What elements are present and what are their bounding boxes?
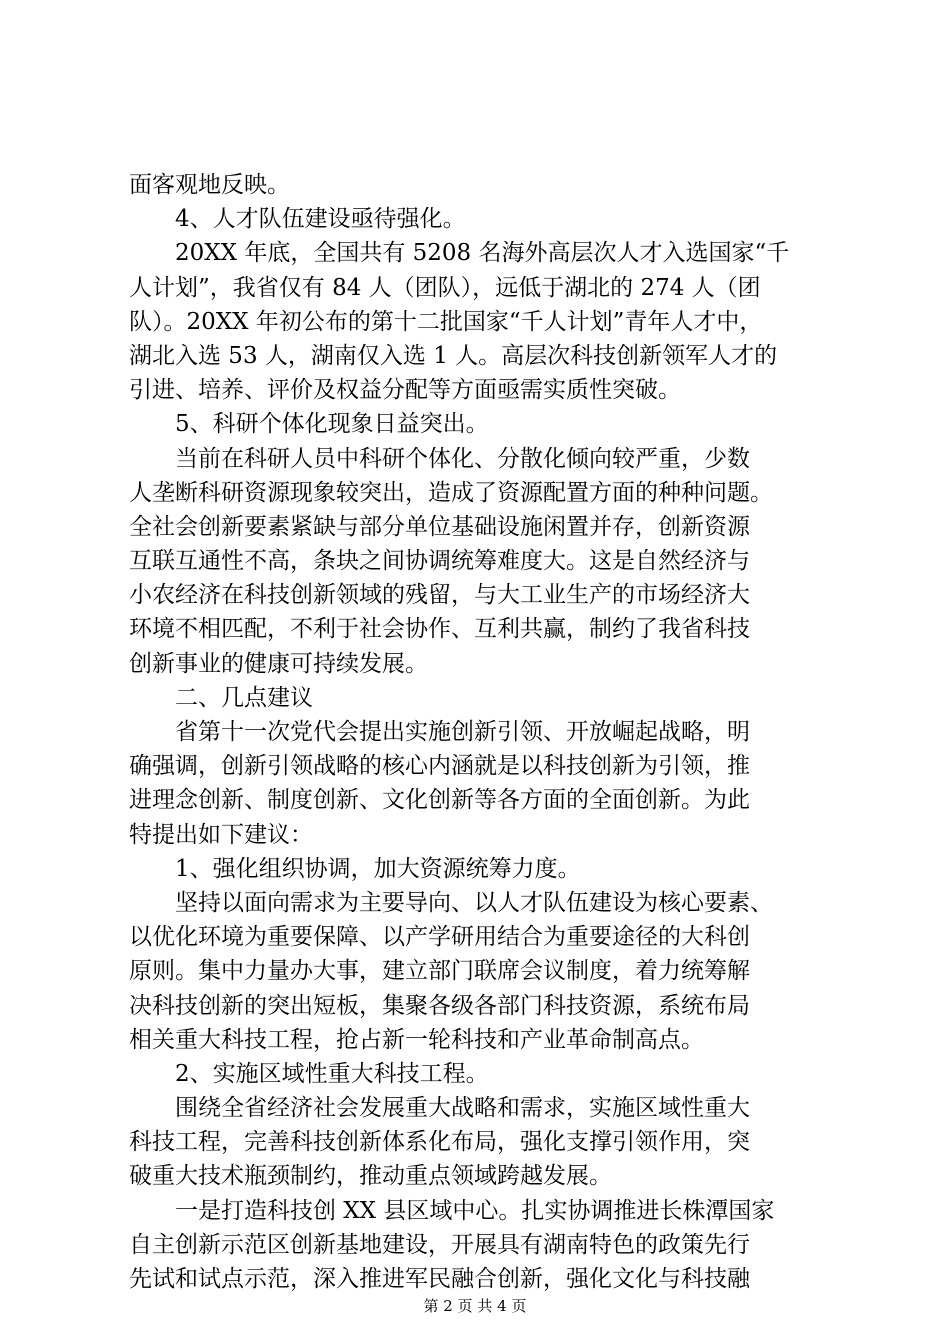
text-line: 科技工程，完善科技创新体系化布局，强化支撑引领作用，突: [129, 1129, 750, 1156]
text-line: 破重大技术瓶颈制约，推动重点领域跨越发展。: [129, 1163, 612, 1190]
text-line: 创新事业的健康可持续发展。: [129, 650, 428, 677]
text-line: 5、科研个体化现象日益突出。: [175, 411, 489, 438]
text-line: 省第十一次党代会提出实施创新引领、开放崛起战略，明: [175, 719, 750, 745]
text-line: 面客观地反映。: [129, 172, 290, 198]
text-line: 特提出如下建议：: [129, 821, 313, 848]
text-line: 当前在科研人员中科研个体化、分散化倾向较严重，少数: [175, 445, 750, 472]
text-line: 先试和试点示范，深入推进军民融合创新，强化文化与科技融: [129, 1266, 750, 1292]
text-line: 2、实施区域性重大科技工程。: [175, 1060, 489, 1087]
text-line: 引进、培养、评价及权益分配等方面亟需实质性突破。: [129, 377, 681, 404]
text-line: 以优化环境为重要保障、以产学研用结合为重要途径的大科创: [129, 924, 750, 951]
document-body: [129, 168, 829, 1296]
page-footer: 第 2 页 共 4 页: [423, 1297, 527, 1315]
text-line: 湖北入选 53 人，湖南仅入选 1 人。高层次科技创新领军人才的: [129, 342, 778, 369]
text-line: 确强调，创新引领战略的核心内涵就是以科技创新为引领，推: [129, 753, 750, 780]
text-line: 人垄断科研资源现象较突出，造成了资源配置方面的种种问题。: [129, 479, 773, 506]
text-line: 二、几点建议: [175, 684, 313, 711]
text-line: 互联互通性不高，条块之间协调统筹难度大。这是自然经济与: [129, 548, 750, 575]
text-line: 1、强化组织协调，加大资源统筹力度。: [175, 855, 581, 882]
text-line: 相关重大科技工程，抢占新一轮科技和产业革命制高点。: [129, 1026, 704, 1053]
text-line: 全社会创新要素紧缺与部分单位基础设施闲置并存，创新资源: [129, 513, 750, 540]
text-line: 一是打造科技创 XX 县区域中心。扎实协调推进长株潭国家: [175, 1197, 775, 1224]
text-line: 队）。20XX 年初公布的第十二批国家“千人计划”青年人才中，: [129, 308, 763, 335]
text-line: 进理念创新、制度创新、文化创新等各方面的全面创新。为此: [129, 787, 750, 814]
text-line: 人计划”，我省仅有 84 人（团队），远低于湖北的 274 人（团: [129, 274, 761, 301]
text-line: 决科技创新的突出短板，集聚各级各部门科技资源，系统布局: [129, 992, 750, 1019]
text-line: 围绕全省经济社会发展重大战略和需求，实施区域性重大: [175, 1095, 750, 1122]
text-line: 坚持以面向需求为主要导向、以人才队伍建设为核心要素、: [175, 889, 773, 916]
text-line: 20XX 年底，全国共有 5208 名海外高层次人才入选国家“千: [175, 240, 790, 267]
text-line: 自主创新示范区创新基地建设，开展具有湖南特色的政策先行: [129, 1231, 750, 1258]
text-line: 小农经济在科技创新领域的残留，与大工业生产的市场经济大: [129, 582, 750, 609]
text-line: 环境不相匹配，不利于社会协作、互利共赢，制约了我省科技: [129, 616, 750, 643]
text-line: 原则。集中力量办大事，建立部门联席会议制度，着力统筹解: [129, 958, 750, 985]
text-line: 4、人才队伍建设亟待强化。: [175, 206, 466, 233]
